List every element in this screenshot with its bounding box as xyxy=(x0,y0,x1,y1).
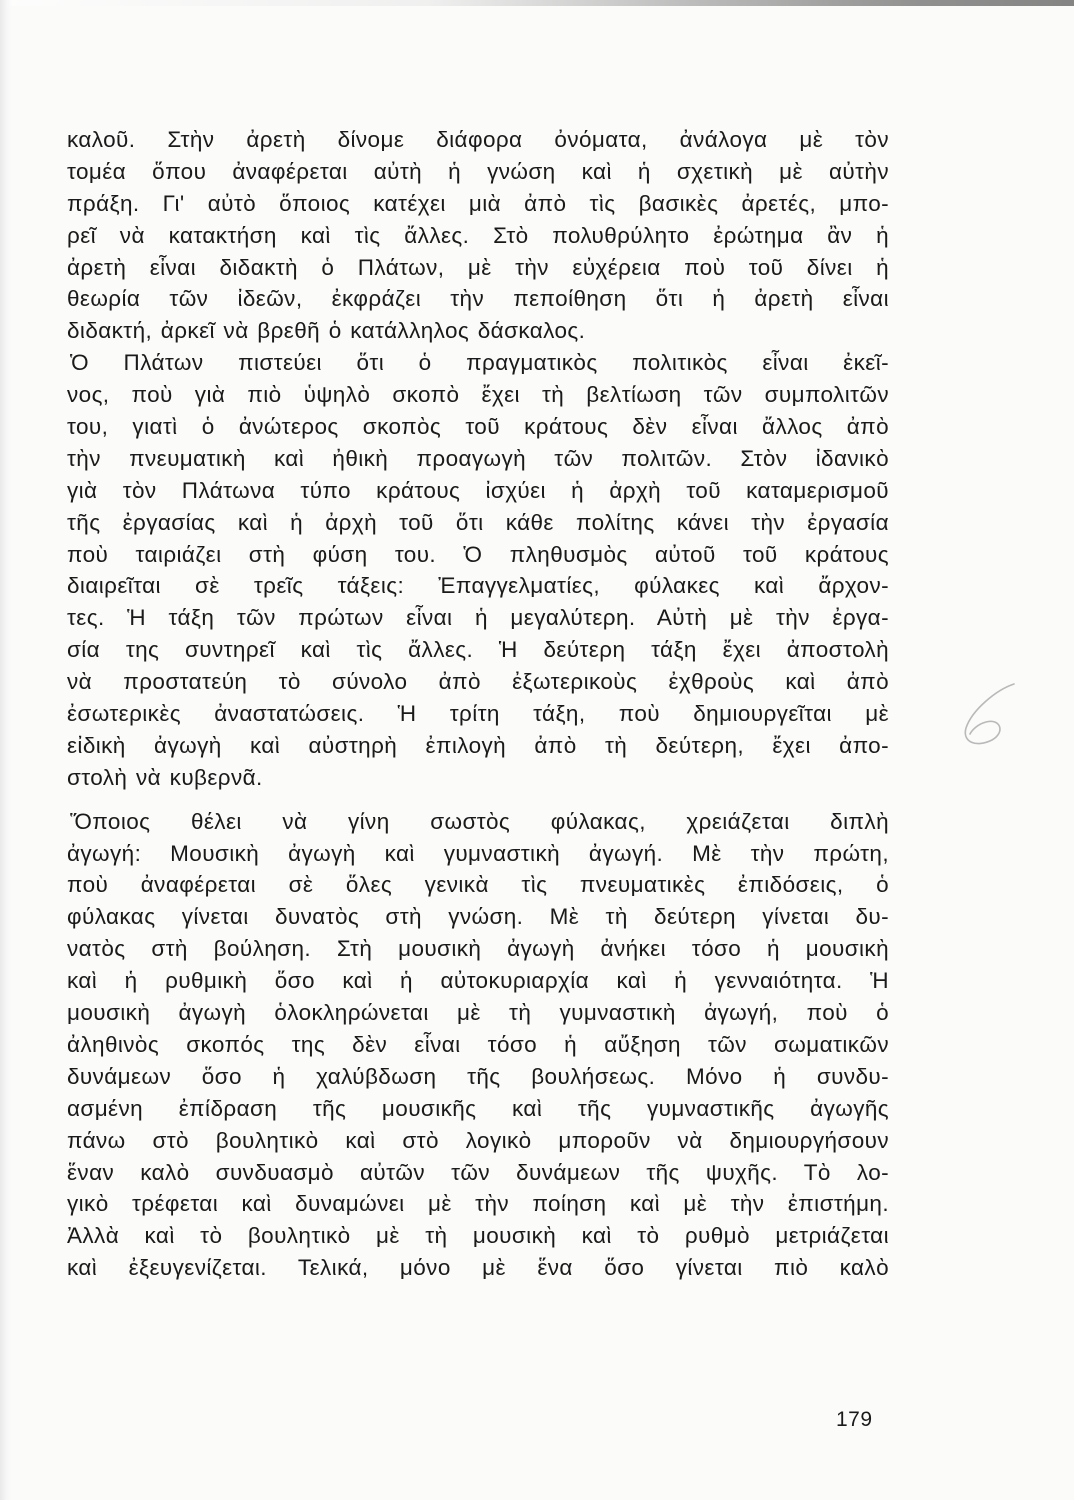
text-line: ἐσωτερικὲς ἀναστατώσεις. Ἡ τρίτη τάξη, ποὺ δημιουργεῖται μὲ xyxy=(67,701,889,727)
text-line: καὶ ἡ ρυθμικὴ ὅσο καὶ ἡ αὐτοκυριαρχία καὶ ἡ γενναιότητα. Ἡ xyxy=(67,968,889,994)
text-line: πράξη. Γι' αὐτὸ ὅποιος κατέχει μιὰ ἀπὸ τὶς βασικὲς ἀρετές, μπο- xyxy=(67,190,889,216)
text-line: νος, ποὺ γιὰ πιὸ ὑψηλὸ σκοπὸ ἔχει τὴ βελτίωση τῶν συμπολιτῶν xyxy=(67,382,889,408)
pencil-annotation-mark xyxy=(956,676,1036,756)
text-line: διαιρεῖται σὲ τρεῖς τάξεις: Ἐπαγγελματίες, φύλακες καὶ ἄρχον- xyxy=(67,573,889,599)
text-line: ποὺ ταιριάζει στὴ φύση του. Ὁ πληθυσμὸς αὐτοῦ τοῦ κράτους xyxy=(67,541,889,567)
text-line: ἀρετὴ εἶναι διδακτὴ ὁ Πλάτων, μὲ τὴν εὐχέρεια ποὺ τοῦ δίνει ἡ xyxy=(67,254,889,280)
page-number: 179 xyxy=(836,1408,873,1431)
text-line: μουσικὴ ἀγωγὴ ὁλοκληρώνεται μὲ τὴ γυμναστικὴ ἀγωγή, ποὺ ὁ xyxy=(67,1000,889,1026)
text-line: καὶ ἐξευγενίζεται. Τελικά, μόνο μὲ ἕνα ὅσο γίνεται πιὸ καλὸ xyxy=(67,1255,889,1281)
text-line: εἰδικὴ ἀγωγὴ καὶ αὐστηρὴ ἐπιλογὴ ἀπὸ τὴ δεύτερη, ἔχει ἀπο- xyxy=(67,732,889,758)
text-line: τομέα ὅπου ἀναφέρεται αὐτὴ ἡ γνώση καὶ ἡ σχετικὴ μὲ αὐτὴν xyxy=(67,158,889,184)
text-line: φύλακας γίνεται δυνατὸς στὴ γνώση. Μὲ τὴ δεύτερη γίνεται δυ- xyxy=(67,904,889,930)
text-line: ἀληθινὸς σκοπός της δὲν εἶναι τόσο ἡ αὔξηση τῶν σωματικῶν xyxy=(67,1031,889,1057)
scan-left-edge-shadow xyxy=(0,0,12,1500)
text-line: ἀγωγή: Μουσικὴ ἀγωγὴ καὶ γυμναστικὴ ἀγωγή. Μὲ τὴν πρώτη, xyxy=(67,840,889,866)
text-line: τὴν πνευματικὴ καὶ ἠθικὴ προαγωγὴ τῶν πολιτῶν. Στὸν ἰδανικὸ xyxy=(67,445,889,471)
text-line: διδακτή, ἀρκεῖ νὰ βρεθῆ ὁ κατάλληλος δάσκαλος. xyxy=(67,318,586,344)
text-line: ασμένη ἐπίδραση τῆς μουσικῆς καὶ τῆς γυμναστικῆς ἀγωγῆς xyxy=(67,1095,889,1121)
text-line: τῆς ἐργασίας καὶ ἡ ἀρχὴ τοῦ ὅτι κάθε πολίτης κάνει τὴν ἐργασία xyxy=(67,509,889,535)
paragraph-gap xyxy=(67,794,889,806)
text-line: σία της συντηρεῖ καὶ τὶς ἄλλες. Ἡ δεύτερη τάξη ἔχει ἀποστολὴ xyxy=(67,637,889,663)
text-line: γιὰ τὸν Πλάτωνα τύπο κράτους ἰσχύει ἡ ἀρχὴ τοῦ καταμερισμοῦ xyxy=(67,477,889,503)
text-line: πάνω στὸ βουλητικὸ καὶ στὸ λογικὸ μποροῦν νὰ δημιουργήσουν xyxy=(67,1127,889,1153)
text-line: καλοῦ. Στὴν ἀρετὴ δίνομε διάφορα ὀνόματα, ἀνάλογα μὲ τὸν xyxy=(67,127,889,152)
scan-top-edge-shadow xyxy=(0,0,1074,6)
text-line: Ἀλλὰ καὶ τὸ βουλητικὸ μὲ τὴ μουσικὴ καὶ τὸ ρυθμὸ μετριάζεται xyxy=(67,1223,889,1249)
text-line: ἕναν καλὸ συνδυασμὸ αὐτῶν τῶν δυνάμεων τῆς ψυχῆς. Τὸ λο- xyxy=(67,1159,889,1185)
text-line: δυνάμεων ὅσο ἡ χαλύβδωση τῆς βουλήσεως. Μόνο ἡ συνδυ- xyxy=(67,1063,889,1089)
text-line: τες. Ἡ τάξη τῶν πρώτων εἶναι ἡ μεγαλύτερη. Αὐτὴ μὲ τὴν ἐργα- xyxy=(67,605,889,631)
text-line: του, γιατὶ ὁ ἀνώτερος σκοπὸς τοῦ κράτους δὲν εἶναι ἄλλος ἀπὸ xyxy=(67,414,889,440)
text-line: ρεῖ νὰ κατακτήση καὶ τὶς ἄλλες. Στὸ πολυθρύλητο ἐρώτημα ἂν ἡ xyxy=(67,222,889,248)
text-line: νὰ προστατεύη τὸ σύνολο ἀπὸ ἐξωτερικοὺς ἐχθροὺς καὶ ἀπὸ xyxy=(67,669,889,695)
text-line: γικὸ τρέφεται καὶ δυναμώνει μὲ τὴν ποίηση καὶ μὲ τὴν ἐπιστήμη. xyxy=(67,1191,889,1217)
text-line: ποὺ ἀναφέρεται σὲ ὅλες γενικὰ τὶς πνευματικὲς ἐπιδόσεις, ὁ xyxy=(67,872,889,898)
paragraph-first-line: Ὅποιος θέλει νὰ γίνη σωστὸς φύλακας, χρειάζεται διπλὴ xyxy=(70,808,889,834)
text-line: θεωρία τῶν ἰδεῶν, ἐκφράζει τὴν πεποίθηση ὅτι ἡ ἀρετὴ εἶναι xyxy=(67,286,889,312)
paragraph-first-line: Ὁ Πλάτων πιστεύει ὅτι ὁ πραγματικὸς πολιτικὸς εἶναι ἐκεῖ- xyxy=(70,350,889,376)
text-line: στολὴ νὰ κυβερνᾶ. xyxy=(67,764,263,790)
body-text xyxy=(67,124,889,1284)
text-line: νατὸς στὴ βούληση. Στὴ μουσικὴ ἀγωγὴ ἀνήκει τόσο ἡ μουσικὴ xyxy=(67,936,889,962)
